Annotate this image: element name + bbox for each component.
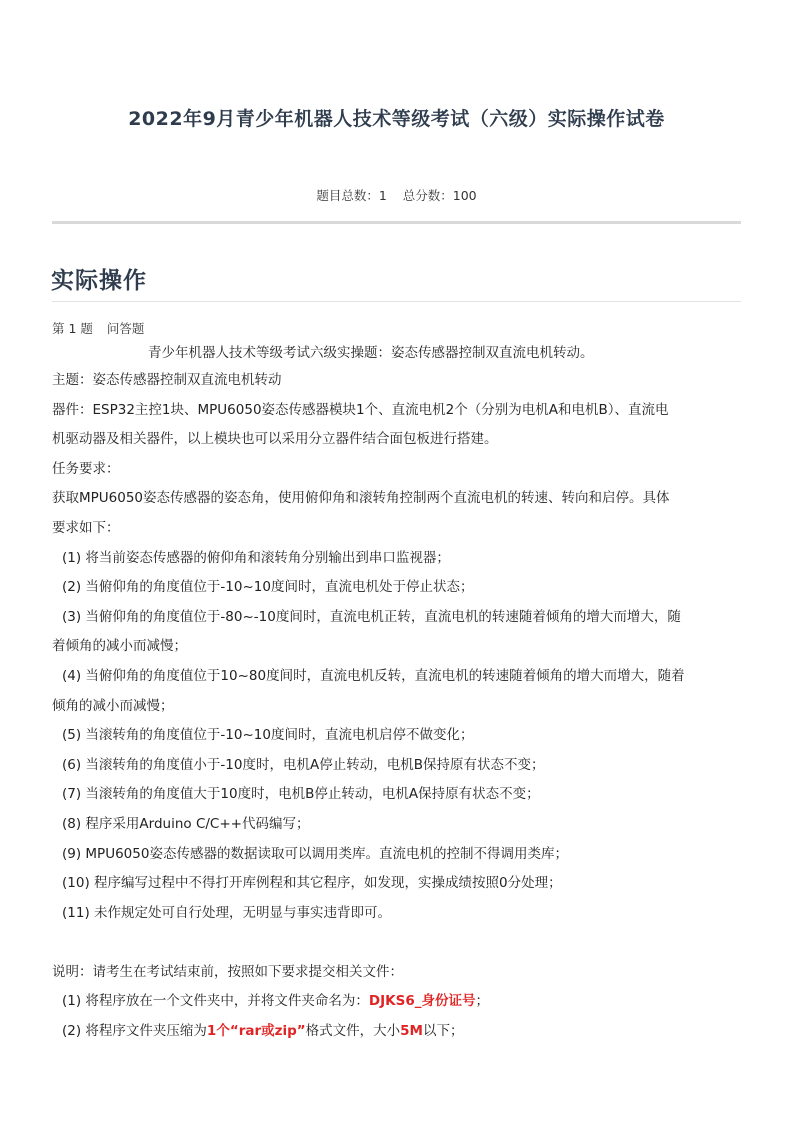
parts-line-1: 器件：ESP32主控1块、MPU6050姿态传感器模块1个、直流电机2个（分别为电机A和电机B）、直流电 [52, 401, 669, 418]
question-type: 问答题 [106, 321, 145, 336]
spacer [52, 928, 742, 958]
section-title: 实际操作 [51, 268, 147, 294]
task-label: 任务要求： [52, 460, 120, 477]
question-intro: 青少年机器人技术等级考试六级实操题：姿态传感器控制双直流电机转动。 [148, 345, 594, 361]
exam-title: 2022年9月青少年机器人技术等级考试（六级）实际操作试卷 [128, 108, 665, 130]
requirement-11: (11) 未作规定处可自行处理，无明显与事实违背即可。 [62, 904, 392, 921]
requirement-10: (10) 程序编写过程中不得打开库例程和其它程序，如发现，实操成绩按照0分处理； [62, 875, 562, 892]
submission-item-2-prefix: (2) 将程序文件夹压缩为 [62, 1023, 207, 1040]
header-divider [52, 221, 741, 224]
question-number: 第 1 题 [52, 321, 93, 336]
requirement-4-line-1: (4) 当俯仰角的角度值位于10~80度间时，直流电机反转，直流电机的转速随着倾角的增大而增大，随着 [62, 667, 685, 684]
question-body [52, 340, 742, 1047]
submission-item-2 [52, 1017, 742, 1047]
requirement-4-line-2: 倾角的减小而减慢； [52, 697, 174, 714]
task-desc-line-1: 获取MPU6050姿态传感器的姿态角，使用俯仰角和滚转角控制两个直流电机的转速、转向和启停。具体 [52, 490, 670, 507]
section-divider [52, 301, 741, 302]
requirement-3-line-2: 着倾角的减小而减慢； [52, 638, 187, 655]
question-header [52, 319, 158, 337]
requirement-8: (8) 程序采用Arduino C/C++代码编写； [62, 815, 310, 832]
requirement-9: (9) MPU6050姿态传感器的数据读取可以调用类库。直流电机的控制不得调用类库； [62, 845, 568, 862]
exam-meta [0, 186, 793, 204]
submission-item-2-middle: 格式文件，大小 [305, 1023, 401, 1040]
submission-note: 说明：请考生在考试结束前，按照如下要求提交相关文件： [52, 963, 403, 980]
size-limit-highlight: 5M [400, 1023, 423, 1040]
submission-item-1-suffix: ； [475, 993, 489, 1010]
requirement-2: (2) 当俯仰角的角度值位于-10~10度间时，直流电机处于停止状态； [62, 579, 474, 596]
requirement-5: (5) 当滚转角的角度值位于-10~10度间时，直流电机启停不做变化； [62, 727, 474, 744]
archive-format-highlight: 1个“rar或zip” [206, 1023, 306, 1040]
total-score: 总分数：100 [402, 188, 477, 203]
question-count: 题目总数：1 [316, 188, 387, 203]
requirement-1: (1) 将当前姿态传感器的俯仰角和滚转角分别输出到串口监视器； [62, 549, 450, 566]
submission-item-2-suffix: 以下； [422, 1023, 464, 1040]
requirement-6: (6) 当滚转角的角度值小于-10度时，电机A停止转动，电机B保持原有状态不变； [62, 756, 545, 773]
folder-name-highlight: DJKS6_身份证号 [368, 993, 476, 1010]
submission-item-1-prefix: (1) 将程序放在一个文件夹中，并将文件夹命名为： [62, 993, 369, 1010]
requirement-3-line-1: (3) 当俯仰角的角度值位于-80~-10度间时，直流电机正转，直流电机的转速随着倾角的增大而增大，随 [62, 608, 681, 625]
task-desc-line-2: 要求如下： [52, 519, 120, 536]
question-theme: 主题：姿态传感器控制双直流电机转动 [52, 372, 282, 388]
requirement-7: (7) 当滚转角的角度值大于10度时，电机B停止转动，电机A保持原有状态不变； [62, 786, 540, 803]
parts-line-2: 机驱动器及相关器件，以上模块也可以采用分立器件结合面包板进行搭建。 [52, 431, 498, 448]
submission-item-1 [52, 987, 742, 1017]
